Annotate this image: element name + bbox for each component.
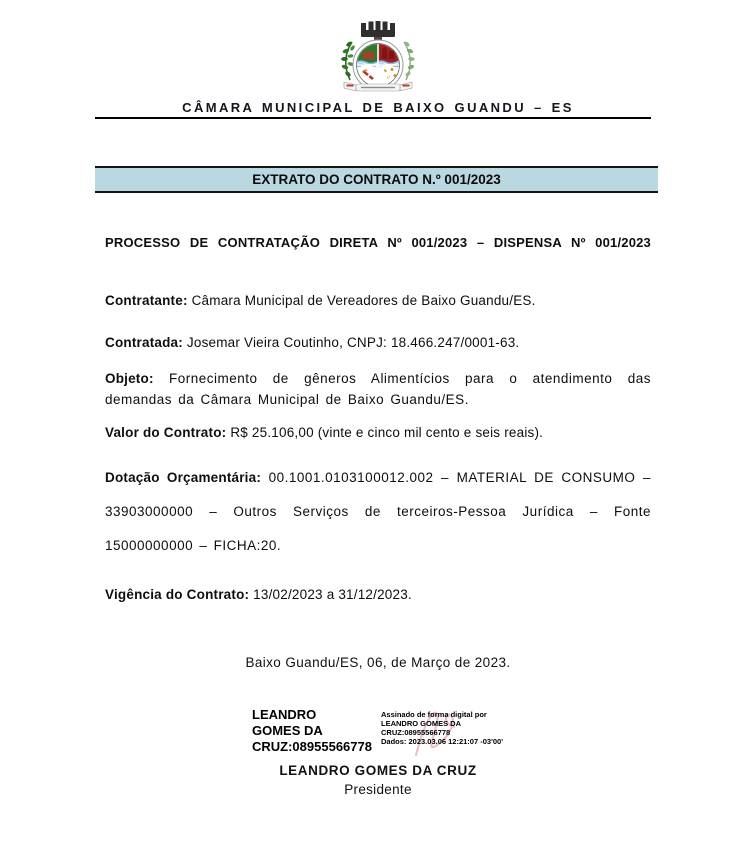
digital-signature-data: Dados: 2023.03.06 12:21:07 -03'00' xyxy=(381,737,503,746)
field-label: Contratante: xyxy=(105,293,188,308)
digital-signature-details xyxy=(381,710,523,746)
contract-extract-banner xyxy=(95,166,658,193)
field-label: Dotação Orçamentária: xyxy=(105,470,262,485)
signer-role: Presidente xyxy=(344,782,412,797)
crest-container xyxy=(105,20,651,103)
signer-name: LEANDRO GOMES DA CRUZ xyxy=(279,763,477,778)
field-value: R$ 25.106,00 (vinte e cinco mil cento e seis reais). xyxy=(230,425,544,440)
field-objeto xyxy=(105,368,651,410)
field-vigencia-do-contrato xyxy=(105,584,651,605)
banner-title: EXTRATO DO CONTRATO N.º 001/2023 xyxy=(252,172,501,187)
dateline: Baixo Guandu/ES, 06, de Março de 2023. xyxy=(245,655,511,670)
field-value: Câmara Municipal de Vereadores de Baixo Guandu/ES. xyxy=(191,293,536,308)
mural-crown-icon xyxy=(361,21,395,40)
field-label: Contratada: xyxy=(105,335,183,350)
field-contratada xyxy=(105,332,651,353)
header-divider xyxy=(95,117,651,119)
org-name: CÂMARA MUNICIPAL DE BAIXO GUANDU – ES xyxy=(182,100,574,115)
field-label: Objeto: xyxy=(105,371,154,386)
digital-signature-statement: Assinado de forma digital por LEANDRO GOMES DA CRUZ:08955566778 xyxy=(381,710,487,737)
field-valor-do-contrato xyxy=(105,422,651,443)
field-value: 00.1001.0103100012.002 – MATERIAL DE CONSUMO – 33903000000 – Outros Serviços de terceiros-Pessoa Jurídica – Fonte 15000000000 – FICHA:20. xyxy=(105,470,651,553)
field-label: Valor do Contrato: xyxy=(105,425,227,440)
field-label: Vigência do Contrato: xyxy=(105,587,250,602)
field-value: 13/02/2023 a 31/12/2023. xyxy=(253,587,412,602)
coat-of-arms-icon xyxy=(330,20,426,98)
field-dotacao-orcamentaria xyxy=(105,461,651,563)
process-title: PROCESSO DE CONTRATAÇÃO DIRETA Nº 001/2023 – DISPENSA Nº 001/2023 xyxy=(105,235,651,250)
digital-signature-name: LEANDRO GOMES DA CRUZ:08955566778 xyxy=(252,707,372,754)
field-value: Fornecimento de gêneros Alimentícios para o atendimento das demandas da Câmara Municipal de Baixo Guandu/ES. xyxy=(105,371,651,407)
field-value: Josemar Vieira Coutinho, CNPJ: 18.466.247/0001-63. xyxy=(186,335,520,350)
field-contratante xyxy=(105,290,651,311)
